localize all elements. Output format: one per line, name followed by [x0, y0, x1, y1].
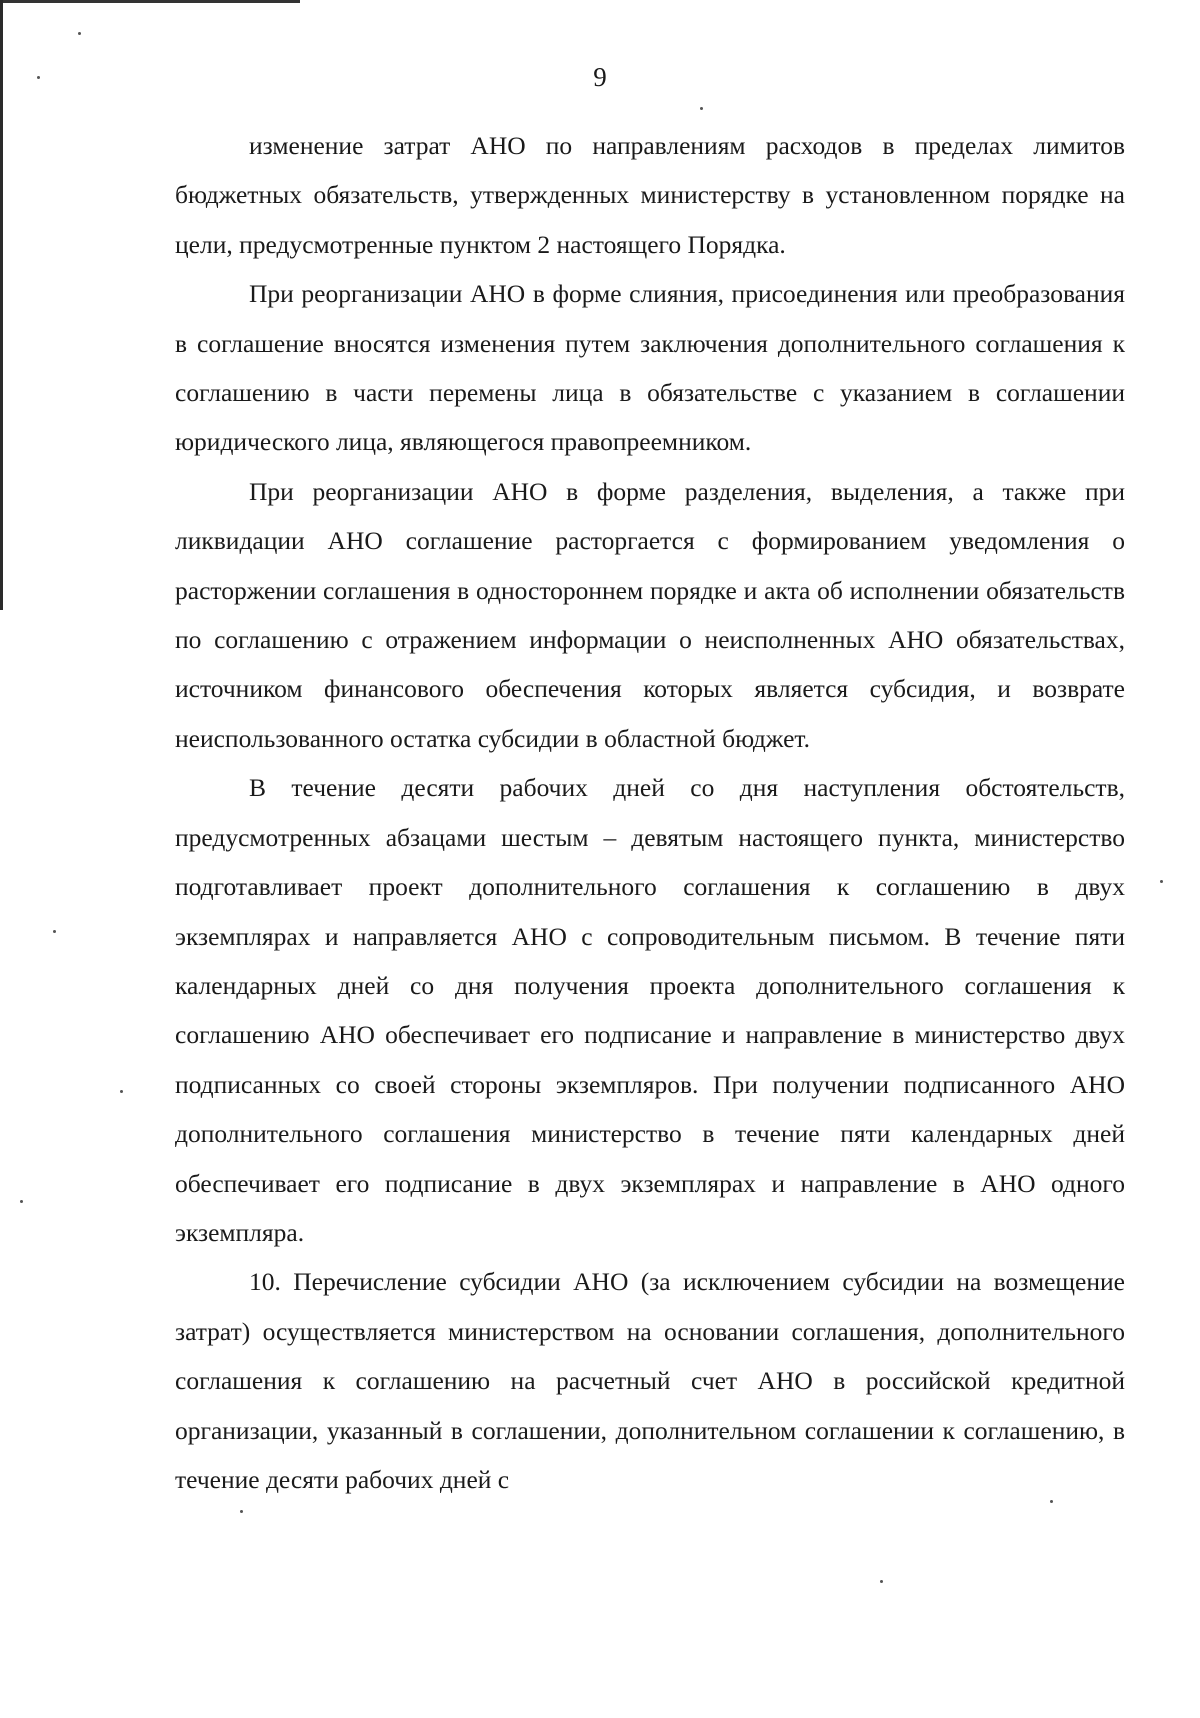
scan-speck: [880, 1580, 883, 1583]
scan-speck: [1160, 880, 1163, 883]
scan-speck: [37, 76, 40, 79]
scan-speck: [240, 1510, 243, 1513]
scan-speck: [1050, 1500, 1053, 1503]
paragraph-reorganization-merger: При реорганизации АНО в форме слияния, присоединения или преобразования в соглашение вносятся изменения путем заключения дополнительного соглашения к соглашению в части перемены лица в обязательстве с указанием в соглашении юридического лица, являющегося правопреемником.: [175, 279, 1125, 457]
scan-speck: [78, 32, 81, 35]
document-body: [175, 121, 1125, 1504]
paragraph-expense-changes: изменение затрат АНО по направлениям расходов в пределах лимитов бюджетных обязательств, утвержденных министерству в установленном порядке на цели, предусмотренные пунктом 2 настоящего Порядка.: [175, 131, 1125, 259]
paragraph-additional-agreement-procedure: В течение десяти рабочих дней со дня наступления обстоятельств, предусмотренных абзацами шестым – девятым настоящего пункта, министерство подготавливает проект дополнительного соглашения к соглашению в двух экземплярах и направляется АНО с сопроводительным письмом. В течение пяти календарных дней со дня получения проекта дополнительного соглашения к соглашению АНО обеспечивает его подписание и направление в министерство двух подписанных со своей стороны экземпляров. При получении подписанного АНО дополнительного соглашения министерство в течение пяти календарных дней обеспечивает его подписание в двух экземплярах и направление в АНО одного экземпляра.: [175, 773, 1125, 1247]
paragraph-reorganization-division: При реорганизации АНО в форме разделения, выделения, а также при ликвидации АНО соглашение расторгается с формированием уведомления о расторжении соглашения в одностороннем порядке и акта об исполнении обязательств по соглашению с отражением информации о неисполненных АНО обязательствах, источником финансового обеспечения которых является субсидия, и возврате неиспользованного остатка субсидии в областной бюджет.: [175, 476, 1125, 753]
paragraph-subsidy-transfer: 10. Перечисление субсидии АНО (за исключением субсидии на возмещение затрат) осуществляется министерством на основании соглашения, дополнительного соглашения к соглашению на расчетный счет АНО в российской кредитной организации, указанный в соглашении, дополнительном соглашении к соглашению, в течение десяти рабочих дней с: [175, 1267, 1125, 1494]
scan-speck: [700, 107, 703, 110]
scan-speck: [20, 1200, 23, 1203]
scan-speck: [53, 930, 56, 933]
page-number: 9: [593, 62, 607, 92]
scan-speck: [120, 1090, 123, 1093]
scan-top-edge: [0, 0, 300, 3]
